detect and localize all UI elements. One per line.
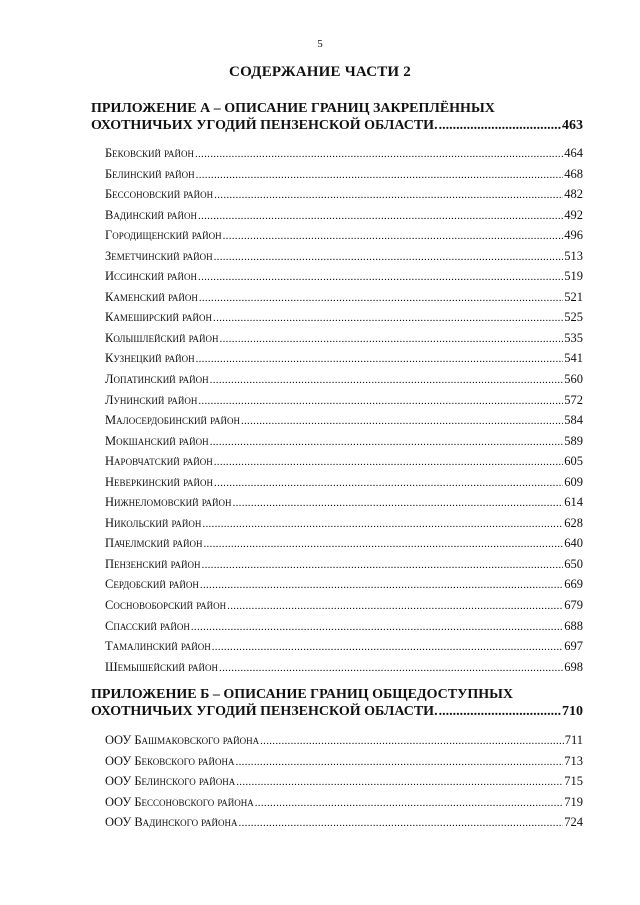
dot-leader [199, 288, 563, 309]
toc-entries-b [91, 730, 583, 833]
toc-entry-label: Бековский район [105, 146, 194, 160]
toc-entry-page: 482 [564, 187, 583, 202]
dot-leader [196, 165, 564, 186]
toc-entries-a [91, 143, 583, 677]
toc-entry-label: Вадинский район [105, 207, 197, 222]
toc-entry-label: Лопатинский район [105, 372, 209, 387]
toc-entry[interactable] [105, 390, 583, 411]
dot-leader [220, 329, 564, 350]
toc-entry[interactable] [105, 492, 583, 513]
toc-entry[interactable] [105, 143, 583, 164]
toc-entry-page: 713 [564, 753, 583, 768]
toc-entry-page: 724 [564, 815, 583, 830]
dot-leader [227, 596, 563, 617]
toc-entry-label: ООУ Вадинского района [105, 815, 238, 830]
toc-entry[interactable] [105, 287, 583, 308]
section-heading-line1: ПРИЛОЖЕНИЕ Б – ОПИСАНИЕ ГРАНИЦ ОБЩЕДОСТУПНЫХ [91, 687, 514, 702]
toc-entry[interactable] [105, 616, 583, 637]
dot-leader [195, 144, 563, 165]
toc-entry-page: 519 [564, 269, 583, 284]
toc-entry[interactable] [105, 792, 583, 813]
toc-entry-label: Сосновоборский район [105, 598, 227, 613]
page-number: 5 [317, 38, 323, 50]
dot-leader [223, 226, 564, 247]
dot-leader [213, 308, 563, 329]
toc-entry-label: Лунинский район [105, 392, 198, 407]
toc-entry[interactable] [105, 595, 583, 616]
section-page-number: 463 [562, 118, 583, 133]
toc-entry[interactable] [105, 771, 583, 792]
dot-leader [233, 493, 564, 514]
toc-entry-label: Городищенский район [105, 228, 222, 243]
toc-entry[interactable] [105, 636, 583, 657]
page-title: СОДЕРЖАНИЕ ЧАСТИ 2 [229, 64, 411, 80]
dot-leader [196, 349, 564, 370]
toc-entry-page: 640 [564, 536, 583, 551]
toc-entry[interactable] [105, 369, 583, 390]
toc-entry-page: 525 [564, 310, 583, 325]
toc-entry-label: Наровчатский район [105, 454, 213, 469]
dot-leader [203, 534, 563, 555]
toc-entry[interactable] [105, 533, 583, 554]
dot-leader [439, 117, 561, 134]
section-heading-a[interactable] [91, 100, 583, 134]
toc-entry-page: 605 [564, 454, 583, 469]
toc-entry-label: Пачелмский район [105, 536, 203, 551]
toc-entry-page: 698 [564, 659, 583, 674]
toc-entry[interactable] [105, 205, 583, 226]
section-heading-line2: ОХОТНИЧЬИХ УГОДИЙ ПЕНЗЕНСКОЙ ОБЛАСТИ. [91, 118, 438, 133]
toc-entry[interactable] [105, 410, 583, 431]
toc-entry[interactable] [105, 513, 583, 534]
toc-entry-label: Иссинский район [105, 269, 198, 284]
toc-entry-label: Никольский район [105, 515, 202, 530]
toc-entry-page: 572 [564, 392, 583, 407]
toc-section-b [91, 686, 583, 833]
toc-entry[interactable] [105, 225, 583, 246]
toc-entry-page: 496 [564, 228, 583, 243]
toc-entry-label: Земетчинский район [105, 248, 213, 263]
dot-leader [191, 617, 563, 638]
dot-leader [198, 206, 563, 227]
toc-entry-page: 521 [564, 289, 583, 304]
toc-entry-page: 711 [564, 733, 583, 747]
toc-entry-label: Белинский район [105, 166, 195, 181]
toc-entry-page: 464 [564, 146, 583, 160]
dot-leader [260, 731, 564, 752]
toc-entry-label: ООУ Белинского района [105, 774, 236, 789]
toc-entry-label: Неверкинский район [105, 474, 214, 489]
toc-entry-page: 513 [564, 248, 583, 263]
toc-entry-label: Тамалинский район [105, 639, 211, 654]
toc-entry-label: ООУ Бековского района [105, 753, 235, 768]
toc-entry[interactable] [105, 472, 583, 493]
toc-entry-page: 535 [564, 330, 583, 345]
dot-leader [214, 247, 564, 268]
dot-leader [214, 452, 564, 473]
toc-entry[interactable] [105, 164, 583, 185]
dot-leader [210, 432, 564, 453]
toc-entry-page: 669 [564, 577, 583, 592]
dot-leader [255, 793, 564, 814]
section-heading-line2: ОХОТНИЧЬИХ УГОДИЙ ПЕНЗЕНСКОЙ ОБЛАСТИ. [91, 704, 438, 719]
toc-entry[interactable] [105, 266, 583, 287]
toc-entry-label: Сердобский район [105, 577, 199, 592]
dot-leader [239, 813, 564, 834]
toc-section-a [91, 100, 583, 677]
toc-entry-page: 589 [564, 433, 583, 448]
toc-entry-page: 697 [564, 639, 583, 654]
toc-entry-label: Колышлейский район [105, 330, 219, 345]
toc-entry-label: ООУ Бессоновского района [105, 794, 254, 809]
dot-leader [210, 370, 564, 391]
toc-entry-label: Мокшанский район [105, 433, 209, 448]
toc-entry-label: Камеширский район [105, 310, 213, 325]
toc-entry-label: Малосердобинский район [105, 413, 240, 428]
toc-entry-page: 628 [564, 515, 583, 530]
toc-entry-label: ООУ Башмаковского района [105, 733, 260, 747]
toc-entry[interactable] [105, 554, 583, 575]
dot-leader [439, 703, 561, 720]
toc-entry[interactable] [105, 328, 583, 349]
toc-entry-page: 541 [564, 351, 583, 366]
dot-leader [219, 658, 563, 679]
toc-entry-page: 688 [564, 618, 583, 633]
toc-entry[interactable] [105, 246, 583, 267]
section-heading-b[interactable] [91, 686, 583, 720]
toc-entry-label: Пензенский район [105, 556, 201, 571]
toc-entry-page: 614 [564, 495, 583, 510]
dot-leader [200, 575, 563, 596]
toc-entry-label: Спасский район [105, 618, 190, 633]
toc-entry[interactable] [105, 812, 583, 833]
toc-entry-page: 679 [564, 598, 583, 613]
toc-entry-page: 492 [564, 207, 583, 222]
dot-leader [198, 267, 563, 288]
toc-entry[interactable] [105, 751, 583, 772]
toc-entry[interactable] [105, 451, 583, 472]
toc-entry[interactable] [105, 657, 583, 678]
dot-leader [212, 637, 564, 658]
toc-entry-page: 584 [564, 413, 583, 428]
toc-entry-label: Кузнецкий район [105, 351, 195, 366]
dot-leader [236, 752, 564, 773]
toc-entry[interactable] [105, 184, 583, 205]
dot-leader [241, 411, 563, 432]
toc-entry[interactable] [105, 307, 583, 328]
toc-entry[interactable] [105, 574, 583, 595]
dot-leader [202, 555, 564, 576]
dot-leader [214, 185, 563, 206]
dot-leader [214, 473, 563, 494]
toc-entry-label: Бессоновский район [105, 187, 214, 202]
toc-entry[interactable] [105, 348, 583, 369]
toc-entry-label: Нижнеломовский район [105, 495, 232, 510]
toc-entry-label: Каменский район [105, 289, 198, 304]
toc-entry[interactable] [105, 730, 583, 751]
toc-entry-page: 468 [564, 166, 583, 181]
toc-entry-page: 609 [564, 474, 583, 489]
dot-leader [236, 772, 563, 793]
toc-entry-page: 719 [564, 794, 583, 809]
toc-entry-label: Шемышейский район [105, 659, 219, 674]
toc-entry-page: 715 [564, 774, 583, 789]
section-page-number: 710 [562, 704, 583, 719]
section-heading-line1: ПРИЛОЖЕНИЕ А – ОПИСАНИЕ ГРАНИЦ ЗАКРЕПЛЁННЫХ [91, 101, 495, 116]
toc-entry[interactable] [105, 431, 583, 452]
dot-leader [202, 514, 563, 535]
dot-leader [198, 391, 563, 412]
toc-entry-page: 650 [564, 556, 583, 571]
toc-entry-page: 560 [564, 372, 583, 387]
